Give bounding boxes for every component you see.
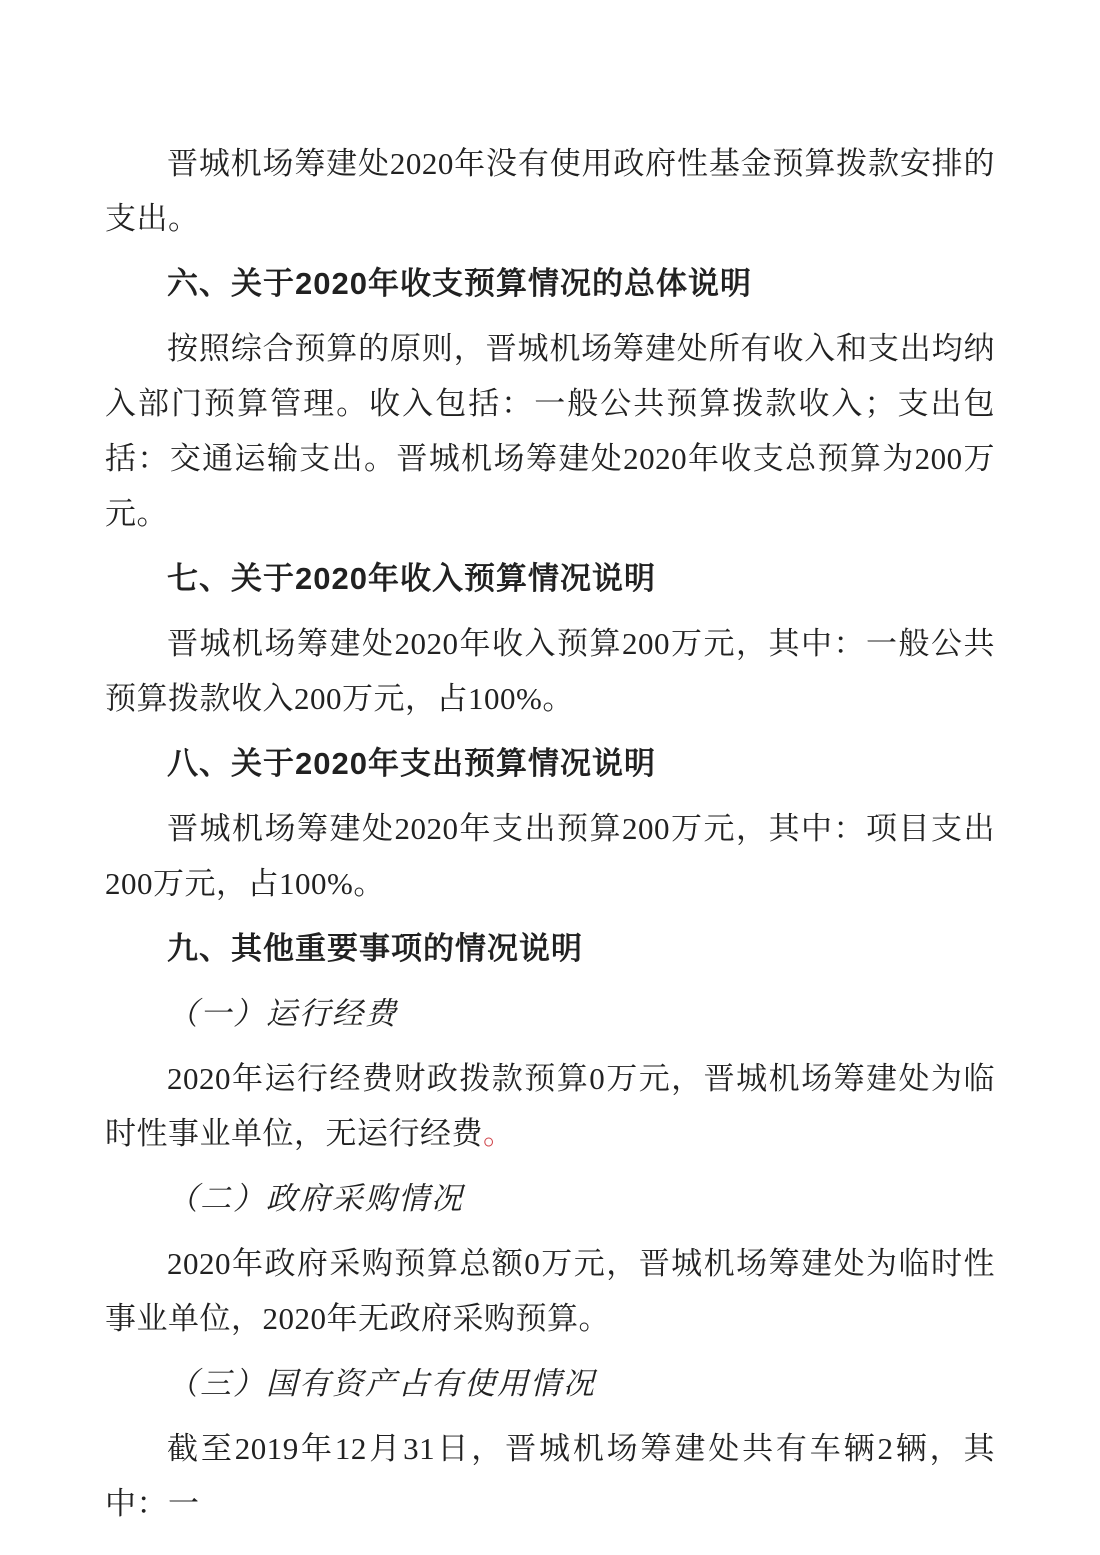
paragraph-income-budget: 晋城机场筹建处2020年收入预算200万元，其中：一般公共预算拨款收入200万元，占100%。 xyxy=(105,626,995,716)
paragraph-operating-funds xyxy=(105,1051,995,1161)
paragraph-operating-funds-text: 2020年运行经费财政拨款预算0万元，晋城机场筹建处为临时性事业单位，无运行经费 xyxy=(105,1061,995,1151)
sub-heading-operating-funds: （一）运行经费 xyxy=(167,996,398,1031)
paragraph-state-assets: 截至2019年12月31日，晋城机场筹建处共有车辆2辆，其中：一 xyxy=(105,1431,995,1521)
sub-heading-gov-procurement: （二）政府采购情况 xyxy=(167,1181,464,1216)
section-heading-8: 八、关于2020年支出预算情况说明 xyxy=(167,746,656,781)
section-heading-9: 九、其他重要事项的情况说明 xyxy=(167,931,583,966)
sub-heading-state-assets: （三）国有资产占有使用情况 xyxy=(167,1366,596,1401)
paragraph-overall-budget: 按照综合预算的原则，晋城机场筹建处所有收入和支出均纳入部门预算管理。收入包括：一般公共预算拨款收入；支出包括：交通运输支出。晋城机场筹建处2020年收支总预算为200万元。 xyxy=(105,331,995,531)
paragraph-gov-fund: 晋城机场筹建处2020年没有使用政府性基金预算拨款安排的支出。 xyxy=(105,146,995,236)
section-heading-7: 七、关于2020年收入预算情况说明 xyxy=(167,561,656,596)
paragraph-expenditure-budget: 晋城机场筹建处2020年支出预算200万元，其中：项目支出200万元，占100%。 xyxy=(105,811,995,901)
section-heading-6: 六、关于2020年收支预算情况的总体说明 xyxy=(167,266,752,301)
red-period-mark: 。 xyxy=(483,1116,515,1151)
paragraph-gov-procurement: 2020年政府采购预算总额0万元，晋城机场筹建处为临时性事业单位，2020年无政府采购预算。 xyxy=(105,1246,995,1336)
